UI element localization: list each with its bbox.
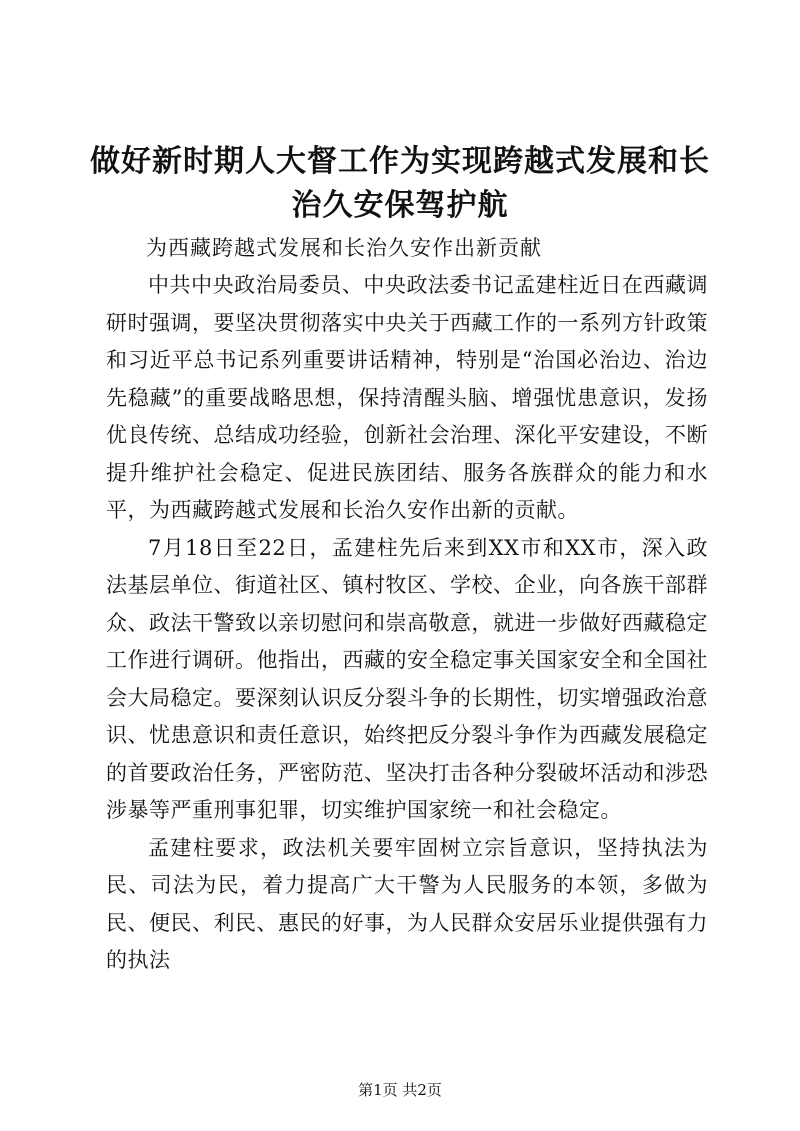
page-footer: 第1页 共2页 [358,1081,442,1099]
paragraph-1: 中共中央政治局委员、中央政法委书记孟建柱近日在西藏调研时强调，要坚决贯彻落实中央关于西藏工作的一系列方针政策和习近平总书记系列重要讲话精神，特别是“治国必治边、治边先稳藏”的重要战略思想，保持清醒头脑、增强忧患意识，发扬优良传统、总结成功经验，创新社会治理、深化平安建设，不断提升维护社会稳定、促进民族团结、服务各族群众的能力和水平，为西藏跨越式发展和长治久安作出新的贡献。 [106,273,708,522]
document-body [106,267,708,980]
document-title: 做好新时期人大督工作为实现跨越式发展和长治久安保驾护航 [90,144,710,223]
document-subtitle: 为西藏跨越式发展和长治久安作出新贡献 [146,236,542,260]
paragraph-3: 孟建柱要求，政法机关要牢固树立宗旨意识，坚持执法为民、司法为民，着力提高广大干警为人民服务的本领，多做为民、便民、利民、惠民的好事，为人民群众安居乐业提供强有力的执法 [106,835,708,972]
paragraph-2: 7月18日至22日，孟建柱先后来到XX市和XX市，深入政法基层单位、街道社区、镇村牧区、学校、企业，向各族干部群众、政法干警致以亲切慰问和崇高敬意，就进一步做好西藏稳定工作进行调研。他指出，西藏的安全稳定事关国家安全和全国社会大局稳定。要深刻认识反分裂斗争的长期性，切实增强政治意识、忧患意识和责任意识，始终把反分裂斗争作为西藏发展稳定的首要政治任务，严密防范、坚决打击各种分裂破坏活动和涉恐涉暴等严重刑事犯罪，切实维护国家统一和社会稳定。 [106,535,708,822]
